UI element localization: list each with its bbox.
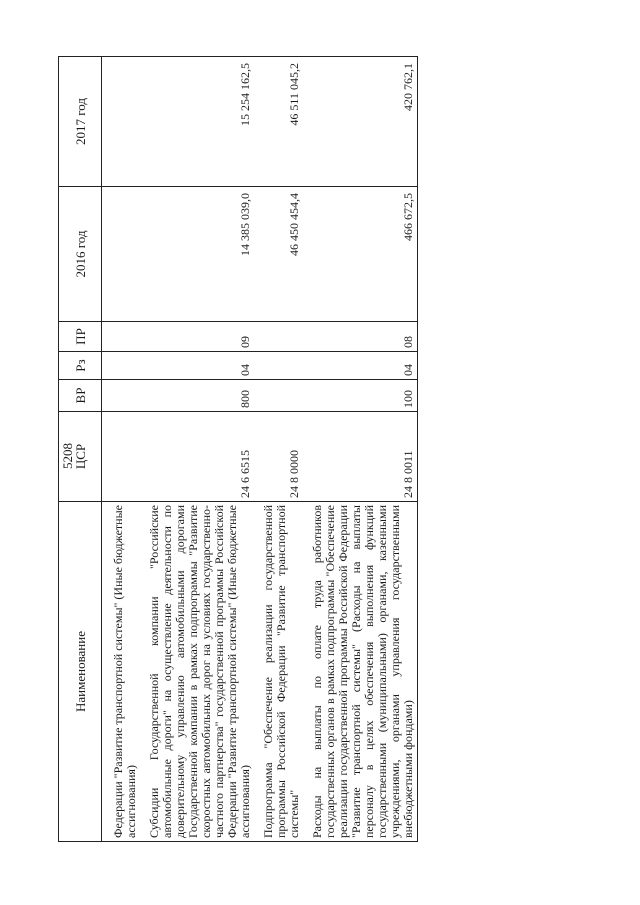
row-rz: 04	[140, 352, 254, 380]
row-pr	[102, 322, 141, 352]
header-2016: 2016 год	[59, 187, 102, 322]
row-csr: 24 8 0000	[254, 412, 303, 502]
row-name: Субсидии Государственной компании "Российские автомобильные дороги" на осуществление деятельности по доверительному управлению автомобильными дорогами Государственной компании в рамках подпрограммы "Развитие скоростных автомобильных дорог на условиях государственно-частного партнерства" государственной программы Российской Федерации "Развитие транспортной системы" (Иные бюджетные ассигнования)	[140, 502, 254, 842]
budget-table	[58, 56, 418, 842]
header-2017: 2017 год	[59, 57, 102, 187]
header-csr: ЦСР	[59, 412, 102, 502]
row-2017: 46 511 045,2	[254, 57, 303, 187]
row-pr	[254, 322, 303, 352]
row-2016: 14 385 039,0	[140, 187, 254, 322]
row-vr: 800	[140, 380, 254, 412]
row-vr	[254, 380, 303, 412]
row-2016: 46 450 454,4	[254, 187, 303, 322]
header-row	[59, 57, 102, 842]
row-pr: 09	[140, 322, 254, 352]
header-name: Наименование	[59, 502, 102, 842]
row-rz	[254, 352, 303, 380]
row-vr: 100	[303, 380, 418, 412]
table-row	[140, 57, 254, 842]
rotated-table-stage	[58, 57, 580, 842]
row-csr: 24 6 6515	[140, 412, 254, 502]
header-vr: ВР	[59, 380, 102, 412]
row-vr	[102, 380, 141, 412]
row-2016	[102, 187, 141, 322]
table-row	[254, 57, 303, 842]
row-pr: 08	[303, 322, 418, 352]
row-csr: 24 8 0011	[303, 412, 418, 502]
header-pr: ПР	[59, 322, 102, 352]
page-number: 5208	[60, 443, 75, 469]
row-2017: 420 762,1	[303, 57, 418, 187]
row-2016: 466 672,5	[303, 187, 418, 322]
row-2017	[102, 57, 141, 187]
row-2017: 15 254 162,5	[140, 57, 254, 187]
row-name: Подпрограмма "Обеспечение реализации государственной программы Российской Федерации "Развитие транспортной системы"	[254, 502, 303, 842]
header-rz: Рз	[59, 352, 102, 380]
row-rz: 04	[303, 352, 418, 380]
table-row	[303, 57, 418, 842]
table-row	[102, 57, 141, 842]
row-rz	[102, 352, 141, 380]
row-csr	[102, 412, 141, 502]
row-name: Расходы на выплаты по оплате труда работников государственных органов в рамках подпрограммы "Обеспечение реализации государственной программы Российской Федерации "Развитие транспортной системы" (Расходы на выплаты персоналу в целях обеспечения выполнения функций государственными (муниципальными) органами, казенными учреждениями, органами управления государственными внебюджетными фондами)	[303, 502, 418, 842]
row-name: Федерации "Развитие транспортной системы" (Иные бюджетные ассигнования)	[102, 502, 141, 842]
